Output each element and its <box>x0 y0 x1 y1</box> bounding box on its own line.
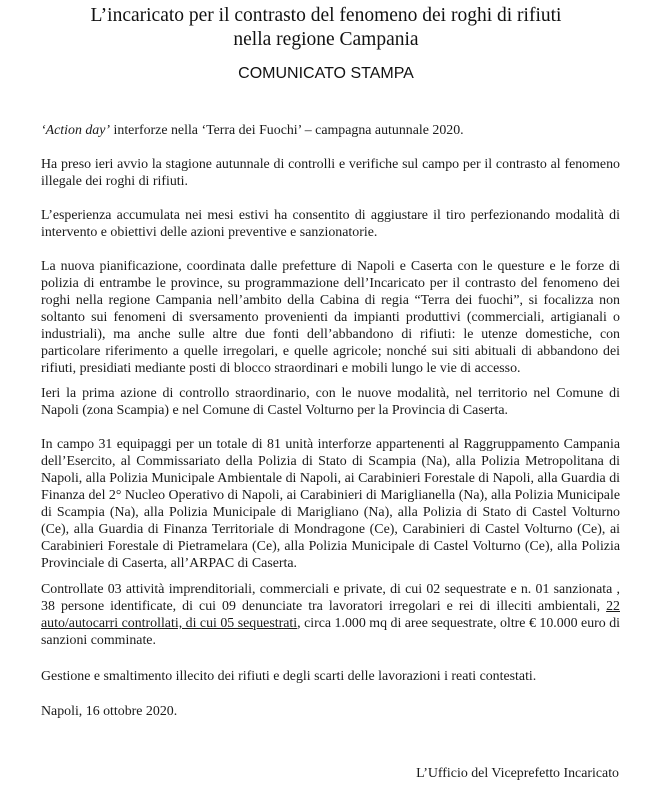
date-text: Napoli, 16 ottobre 2020. <box>41 704 178 719</box>
paragraph-crews-text: In campo 31 equipaggi per un totale di 81 unità interforze appartenenti al Raggruppamento Campania dell’Esercito, al Commissariato della Polizia di Stato di Scampia (Na), alla Polizia Metropolitana di Napoli, alla Polizia Municipale Ambientale di Napoli, ai Carabinieri Forestale di Napoli, alla Guardia di Finanza del 2° Nucleo Operativo di Napoli, ai Carabinieri di Mariglianella (Na), alla Polizia Municipale di Scampia (Na), alla Polizia Municipale di Marigliano (Na), alla Polizia di Stato di Castel Volturno (Ce), alla Guardia di Finanza Territoriale di Mondragone (Ce), Carabinieri di Castel Volturno (Ce), ai Carabinieri Forestale di Pietramelara (Ce), alla Polizia Municipale di Castel Volturno (Ce), alla Polizia Provinciale di Caserta, all’ARPAC di Caserta. <box>41 437 620 571</box>
paragraph-experience <box>41 207 620 241</box>
signature: L’Ufficio del Viceprefetto Incaricato <box>416 766 619 781</box>
paragraph-first-action-text: Ieri la prima azione di controllo straordinario, con le nuove modalità, nel territorio nel Comune di Napoli (zona Scampia) e nel Comune di Castel Volturno per la Provincia di Caserta. <box>41 386 620 418</box>
paragraph-crews <box>41 436 620 572</box>
paragraph-planning <box>41 258 620 377</box>
press-release-heading: COMUNICATO STAMPA <box>238 65 414 82</box>
action-day-text: interforze nella ‘Terra dei Fuochi’ – campagna autunnale 2020. <box>110 123 464 138</box>
title-line-1: L’incaricato per il contrasto del fenomeno dei roghi di rifiuti <box>90 5 562 26</box>
paragraph-experience-text: L’esperienza accumulata nei mesi estivi ha consentito di aggiustare il tiro perfezionando modalità di intervento e obiettivi delle azioni preventive e sanzionatorie. <box>41 208 620 240</box>
paragraph-start-text: Ha preso ieri avvio la stagione autunnale di controlli e verifiche sul campo per il contrasto al fenomeno illegale dei roghi di rifiuti. <box>41 157 620 189</box>
paragraph-planning-text: La nuova pianificazione, coordinata dalle prefetture di Napoli e Caserta con le questure e le forze di polizia di entrambe le province, su programmazione dell’Incaricato per il contrasto del fenomeno dei roghi nella regione Campania nell’ambito della Cabina di regia “Terra dei fuochi”, si focalizza non soltanto sui fenomeni di sversamento provenienti da impianti produttivi (commerciali, artigianali o industriali), ma anche sulle altre due fonti dell’abbandono di rifiuti: le utenze domestiche, con particolare riferimento a quelle irregolari, e quelle agricole; nonché sui siti abituali di abbandono dei rifiuti, presidiati mediante posti di blocco straordinari e mobili lungo le vie di accesso. <box>41 259 620 376</box>
action-day-italic: ‘Action day’ <box>41 123 111 138</box>
document-title <box>0 4 652 52</box>
results-text-after: , circa 1.000 mq di aree sequestrate, oltre € 10.000 euro di sanzioni comminate. <box>41 616 621 648</box>
paragraph-action-day <box>41 122 620 139</box>
paragraph-start <box>41 156 620 190</box>
paragraph-charges-text: Gestione e smaltimento illecito dei rifiuti e degli scarti delle lavorazioni i reati contestati. <box>41 669 537 684</box>
paragraph-charges <box>41 668 620 685</box>
paragraph-first-action <box>41 385 620 419</box>
title-line-2: nella regione Campania <box>233 29 419 50</box>
results-text-before: Controllate 03 attività imprenditoriali, commerciali e private, di cui 02 sequestrate e n. 01 sanzionata , 38 persone identificate, di cui 09 denunciate tra lavoratori irregolari e rei di illeciti ambientali, <box>41 582 620 614</box>
date-line <box>41 703 620 720</box>
paragraph-results <box>41 581 620 649</box>
results-underlined-vehicles: 22 auto/autocarri controllati, di cui 05 sequestrati <box>41 599 620 631</box>
